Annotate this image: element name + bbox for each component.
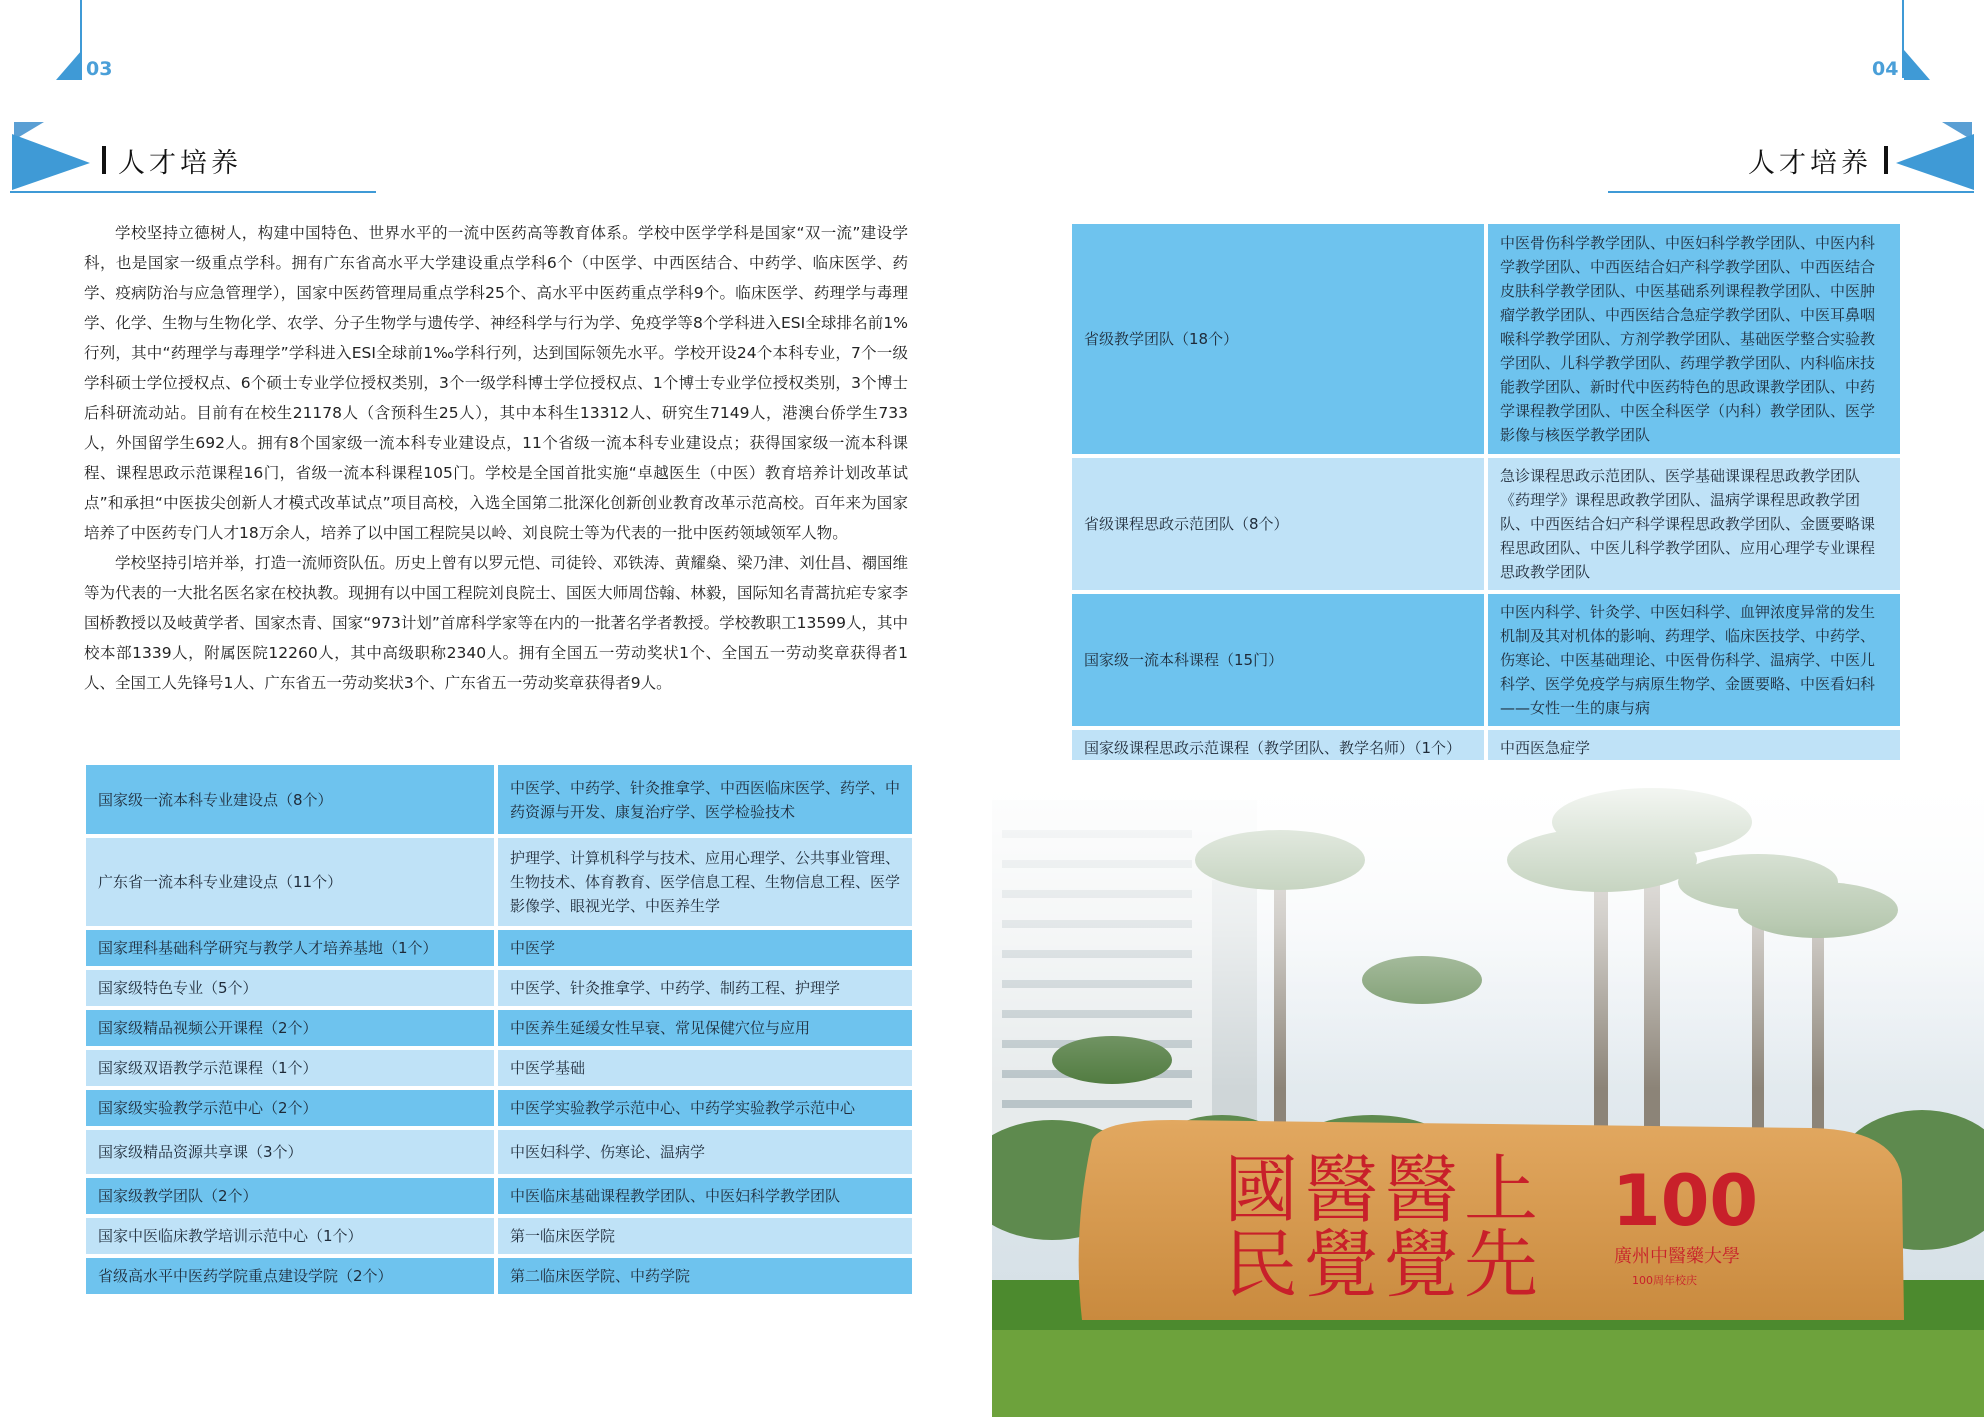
arrow-logo-icon <box>1888 118 1978 192</box>
arrow-logo-icon <box>8 118 98 192</box>
centennial-logo-number: 100 <box>1612 1160 1759 1242</box>
centennial-logo-sub: 100周年校庆 <box>1632 1274 1697 1287</box>
row-value: 中医养生延缓女性早衰、常见保健穴位与应用 <box>498 1010 912 1046</box>
table-row <box>86 970 912 1006</box>
row-value: 中医学 <box>498 930 912 966</box>
table-row <box>86 1218 912 1254</box>
row-label: 国家级特色专业（5个） <box>86 970 494 1006</box>
achievement-table-left <box>82 761 916 1298</box>
row-label: 国家理科基础科学研究与教学人才培养基地（1个） <box>86 930 494 966</box>
row-value: 中医学、针灸推拿学、中药学、制药工程、护理学 <box>498 970 912 1006</box>
achievement-table-right <box>1068 220 1904 770</box>
table-row <box>1072 224 1900 454</box>
section-title-right <box>1748 143 1888 177</box>
table-row <box>86 838 912 926</box>
intro-text <box>84 218 908 698</box>
row-value: 中医临床基础课程教学团队、中医妇科学教学团队 <box>498 1178 912 1214</box>
row-value: 中医骨伤科学教学团队、中医妇科学教学团队、中医内科学教学团队、中西医结合妇产科学教学团队、中西医结合皮肤科学教学团队、中医基础系列课程教学团队、中医肿瘤学教学团队、中西医结合急症学教学团队、中医耳鼻咽喉科学教学团队、方剂学教学团队、基础医学整合实验教学团队、儿科学教学团队、药理学教学团队、内科临床技能教学团队、新时代中医药特色的思政课教学团队、中药学课程教学团队、中医全科医学（内科）教学团队、医学影像与核医学教学团队 <box>1488 224 1900 454</box>
table-row <box>86 1050 912 1086</box>
row-value: 中医妇科学、伤寒论、温病学 <box>498 1130 912 1174</box>
row-label: 国家中医临床教学培训示范中心（1个） <box>86 1218 494 1254</box>
corner-triangle <box>56 50 84 80</box>
row-value: 第二临床医学院、中药学院 <box>498 1258 912 1294</box>
row-label: 省级高水平中医药学院重点建设学院（2个） <box>86 1258 494 1294</box>
title-bar <box>102 146 106 174</box>
row-label: 广东省一流本科专业建设点（11个） <box>86 838 494 926</box>
row-label: 国家级一流本科课程（15门） <box>1072 594 1484 726</box>
section-rule <box>10 191 376 193</box>
page-number-left: 03 <box>86 58 113 80</box>
table-row <box>86 930 912 966</box>
row-label: 国家级双语教学示范课程（1个） <box>86 1050 494 1086</box>
page-number-right: 04 <box>1872 58 1899 80</box>
lawn <box>992 1320 1984 1417</box>
row-label: 国家级精品视频公开课程（2个） <box>86 1010 494 1046</box>
section-title-text: 人才培养 <box>1748 147 1872 179</box>
section-title-text: 人才培养 <box>118 147 242 179</box>
row-label: 国家级一流本科专业建设点（8个） <box>86 765 494 834</box>
centennial-logo-text: 廣州中醫藥大學 <box>1614 1246 1740 1267</box>
row-value: 急诊课程思政示范团队、医学基础课课程思政教学团队《药理学》课程思政教学团队、温病学课程思政教学团队、中西医结合妇产科学课程思政教学团队、金匮要略课程思政团队、中医儿科学教学团队、应用心理学专业课程思政教学团队 <box>1488 458 1900 590</box>
row-value: 第一临床医学院 <box>498 1218 912 1254</box>
table-row <box>86 1130 912 1174</box>
table-row <box>86 1090 912 1126</box>
table-row <box>86 1178 912 1214</box>
section-title-left <box>102 143 242 177</box>
row-value: 中医学、中药学、针灸推拿学、中西医临床医学、药学、中药资源与开发、康复治疗学、医学检验技术 <box>498 765 912 834</box>
table-row <box>1072 458 1900 590</box>
table-row <box>86 765 912 834</box>
campus-photo <box>992 760 1984 1417</box>
row-label: 省级教学团队（18个） <box>1072 224 1484 454</box>
stone-inscription: 國醫醫上 民覺覺先 <box>1224 1147 1544 1308</box>
row-value: 中西医急症学 <box>1488 730 1900 766</box>
row-label: 国家级实验教学示范中心（2个） <box>86 1090 494 1126</box>
row-label: 国家级精品资源共享课（3个） <box>86 1130 494 1174</box>
row-label: 国家级教学团队（2个） <box>86 1178 494 1214</box>
title-bar <box>1884 146 1888 174</box>
table-row <box>1072 594 1900 726</box>
row-value: 护理学、计算机科学与技术、应用心理学、公共事业管理、生物技术、体育教育、医学信息工程、生物信息工程、医学影像学、眼视光学、中医养生学 <box>498 838 912 926</box>
row-label: 省级课程思政示范团队（8个） <box>1072 458 1484 590</box>
section-rule <box>1608 191 1974 193</box>
row-label: 国家级课程思政示范课程（教学团队、教学名师）（1个） <box>1072 730 1484 766</box>
row-value: 中医学基础 <box>498 1050 912 1086</box>
row-value: 中医学实验教学示范中心、中药学实验教学示范中心 <box>498 1090 912 1126</box>
table-row <box>86 1010 912 1046</box>
corner-triangle <box>1902 50 1930 80</box>
table-row <box>86 1258 912 1294</box>
paragraph: 学校坚持立德树人，构建中国特色、世界水平的一流中医药高等教育体系。学校中医学学科是国家“双一流”建设学科，也是国家一级重点学科。拥有广东省高水平大学建设重点学科6个（中医学、中西医结合、中药学、临床医学、药学、疫病防治与应急管理学），国家中医药管理局重点学科25个、高水平中医药重点学科9个。临床医学、药理学与毒理学、化学、生物与生物化学、农学、分子生物学与遗传学、神经科学与行为学、免疫学等8个学科进入ESI全球排名前1%行列，其中“药理学与毒理学”学科进入ESI全球前1‰学科行列，达到国际领先水平。学校开设24个本科专业，7个一级学科硕士学位授权点、6个硕士专业学位授权类别，3个一级学科博士学位授权点、1个博士专业学位授权类别，3个博士后科研流动站。目前有在校生21178人（含预科生25人），其中本科生13312人、研究生7149人，港澳台侨学生733人，外国留学生692人。拥有8个国家级一流本科专业建设点，11个省级一流本科专业建设点；获得国家级一流本科课程、课程思政示范课程16门，省级一流本科课程105门。学校是全国首批实施“卓越医生（中医）教育培养计划改革试点”和承担“中医拔尖创新人才模式改革试点”项目高校，入选全国第二批深化创新创业教育改革示范高校。百年来为国家培养了中医药专门人才18万余人，培养了以中国工程院吴以岭、刘良院士等为代表的一批中医药领域领军人物。 <box>84 224 908 542</box>
row-value: 中医内科学、针灸学、中医妇科学、血钾浓度异常的发生机制及其对机体的影响、药理学、临床医技学、中药学、伤寒论、中医基础理论、中医骨伤科学、温病学、中医儿科学、医学免疫学与病原生物学、金匮要略、中医看妇科——女性一生的康与病 <box>1488 594 1900 726</box>
paragraph: 学校坚持引培并举，打造一流师资队伍。历史上曾有以罗元恺、司徒铃、邓铁涛、黄耀燊、梁乃津、刘仕昌、禤国维等为代表的一大批名医名家在校执教。现拥有以中国工程院刘良院士、国医大师周岱翰、林毅，国际知名青蒿抗疟专家李国桥教授以及岐黄学者、国家杰青、国家“973计划”首席科学家等在内的一批著名学者教授。学校教职工13599人，其中校本部1339人，附属医院12260人，其中高级职称2340人。拥有全国五一劳动奖状1个、全国五一劳动奖章获得者1人、全国工人先锋号1人、广东省五一劳动奖状3个、广东省五一劳动奖章获得者9人。 <box>84 554 908 692</box>
